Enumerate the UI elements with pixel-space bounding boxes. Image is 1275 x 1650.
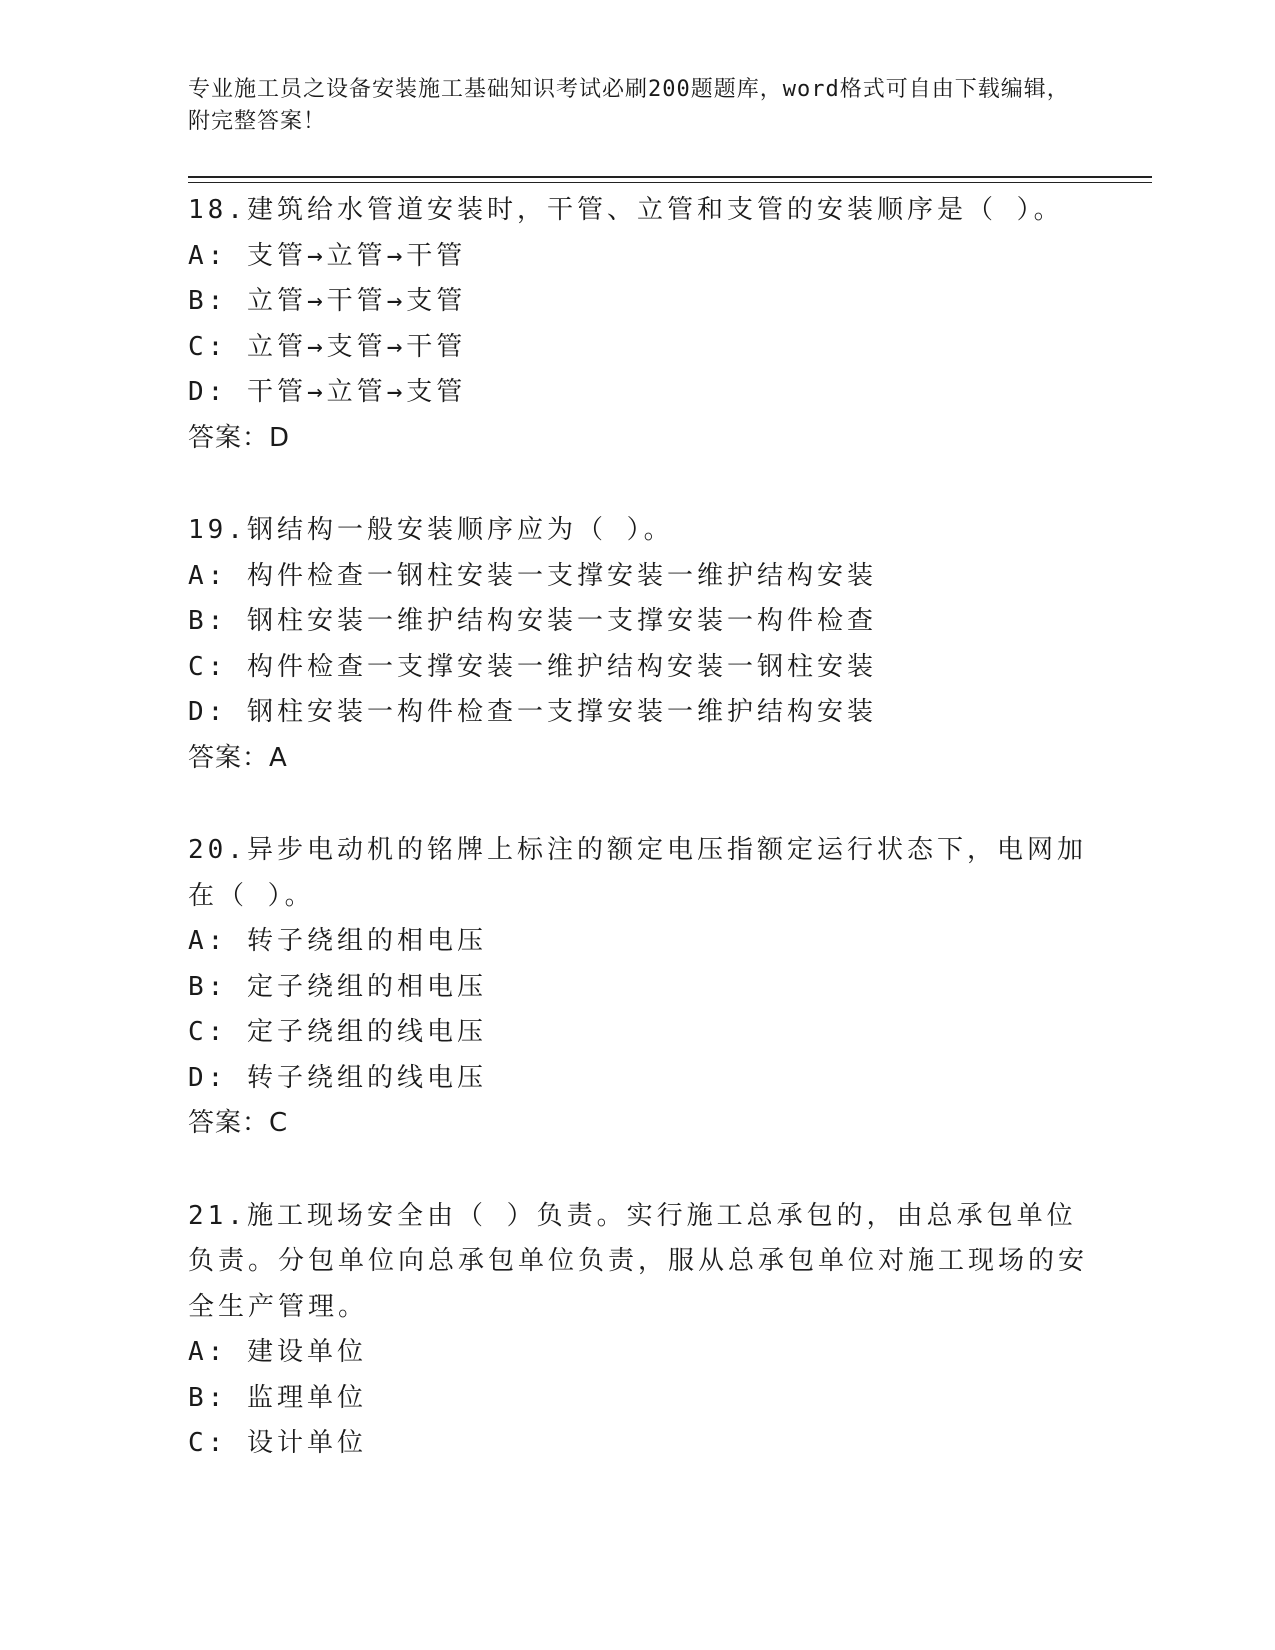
answer-label: 答案：A: [188, 742, 288, 773]
option-a: A: 建设单位: [188, 1337, 367, 1367]
header-divider: [188, 176, 1152, 178]
answer-label: 答案：D: [188, 422, 291, 453]
option-b: B: 立管→干管→支管: [188, 286, 467, 316]
header-divider-thin: [188, 182, 1152, 183]
option-b: B: 监理单位: [188, 1382, 367, 1413]
question-stem: 19.钢结构一般安装顺序应为（ ）。: [188, 515, 674, 545]
option-d: D: 钢柱安装一构件检查一支撑安装一维护结构安装: [188, 697, 877, 727]
option-c: C: 定子绕组的线电压: [188, 1017, 487, 1047]
question-stem: 20.异步电动机的铭牌上标注的额定电压指额定运行状态下，电网加在（ ）。: [188, 835, 1087, 911]
document-header: 专业施工员之设备安装施工基础知识考试必刷200题题库，word格式可自由下载编辑，附完整答案！: [188, 77, 1070, 134]
option-b: B: 钢柱安装一维护结构安装一支撑安装一构件检查: [188, 606, 877, 636]
option-c: C: 立管→支管→干管: [188, 331, 467, 362]
option-a: A: 转子绕组的相电压: [188, 926, 487, 956]
question-19: [188, 508, 1088, 781]
option-a: A: 构件检查一钢柱安装一支撑安装一维护结构安装: [188, 560, 877, 591]
option-c: C: 构件检查一支撑安装一维护结构安装一钢柱安装: [188, 651, 877, 682]
option-b: B: 定子绕组的相电压: [188, 971, 487, 1002]
question-stem: 18.建筑给水管道安装时，干管、立管和支管的安装顺序是（ ）。: [188, 195, 1064, 225]
question-list: [188, 188, 1088, 1514]
option-d: D: 转子绕组的线电压: [188, 1062, 487, 1093]
option-d: D: 干管→立管→支管: [188, 377, 467, 407]
question-21: [188, 1194, 1088, 1467]
answer-label: 答案：C: [188, 1108, 289, 1138]
question-20: [188, 828, 1088, 1147]
question-18: [188, 188, 1088, 461]
question-stem: 21.施工现场安全由（ ）负责。实行施工总承包的，由总承包单位负责。分包单位向总承包单位负责，服从总承包单位对施工现场的安全生产管理。: [188, 1200, 1089, 1322]
option-a: A: 支管→立管→干管: [188, 240, 467, 271]
option-c: C: 设计单位: [188, 1428, 367, 1458]
